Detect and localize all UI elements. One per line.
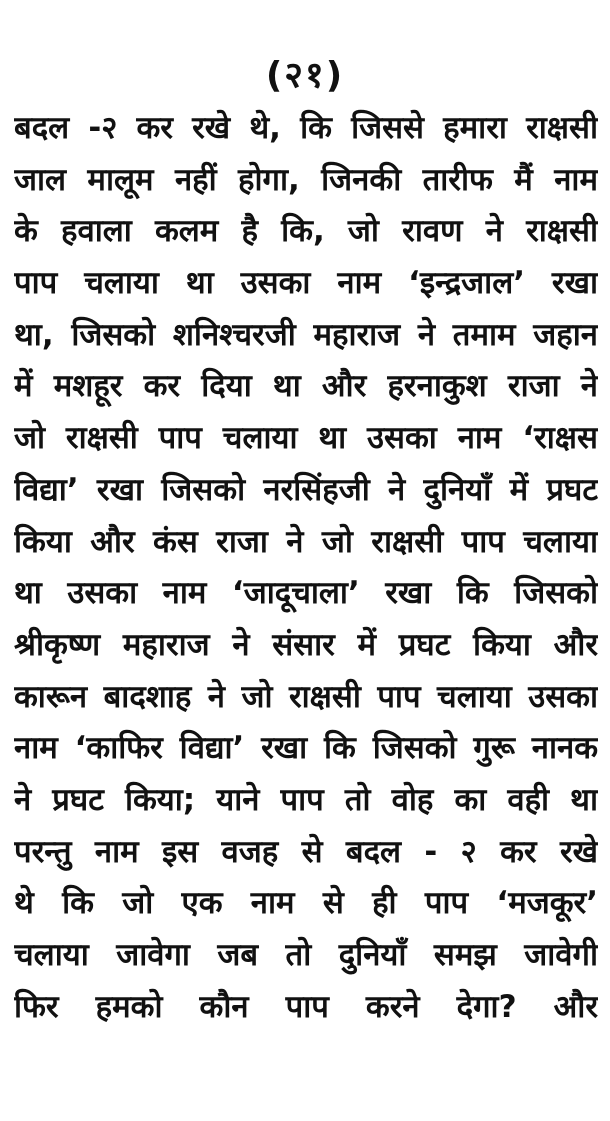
body-text (14, 103, 598, 1033)
text-line: जो राक्षसी पाप चलाया था उसका नाम ‘राक्षस (14, 420, 598, 457)
text-line: श्रीकृष्ण महाराज ने संसार में प्रघट किया और (14, 626, 598, 663)
text-line: था उसका नाम ‘जादूचाला’ रखा कि जिसको (14, 575, 598, 612)
text-line: विद्या’ रखा जिसको नरसिंहजी ने दुनियाँ में प्रघट (14, 471, 598, 508)
text-line: जाल मालूम नहीं होगा, जिनकी तारीफ मैं नाम (14, 161, 598, 198)
text-line: में मशहूर कर दिया था और हरनाकुश राजा ने (14, 368, 598, 405)
text-line: नाम ‘काफिर विद्या’ रखा कि जिसको गुरू नानक (14, 730, 598, 767)
text-line: के हवाला कलम है कि, जो रावण ने राक्षसी (14, 213, 598, 250)
text-line: था, जिसको शनिश्चरजी महाराज ने तमाम जहान (14, 316, 598, 353)
text-line: फिर हमको कौन पाप करने देगा? और (14, 988, 598, 1025)
text-line: पाप चलाया था उसका नाम ‘इन्द्रजाल’ रखा (14, 265, 598, 302)
text-line: ने प्रघट किया; याने पाप तो वोह का वही था (14, 781, 598, 818)
text-line: बदल -२ कर रखे थे, कि जिससे हमारा राक्षसी (14, 110, 598, 146)
text-line: परन्तु नाम इस वजह से बदल - २ कर रखे (14, 833, 598, 870)
page-number: (२१) (265, 55, 345, 96)
text-line: थे कि जो एक नाम से ही पाप ‘मजकूर’ (14, 885, 598, 922)
text-line: किया और कंस राजा ने जो राक्षसी पाप चलाया (14, 523, 598, 560)
text-line: कारून बादशाह ने जो राक्षसी पाप चलाया उसका (14, 678, 598, 715)
text-line: चलाया जावेगा जब तो दुनियाँ समझ जावेगी (14, 937, 598, 973)
